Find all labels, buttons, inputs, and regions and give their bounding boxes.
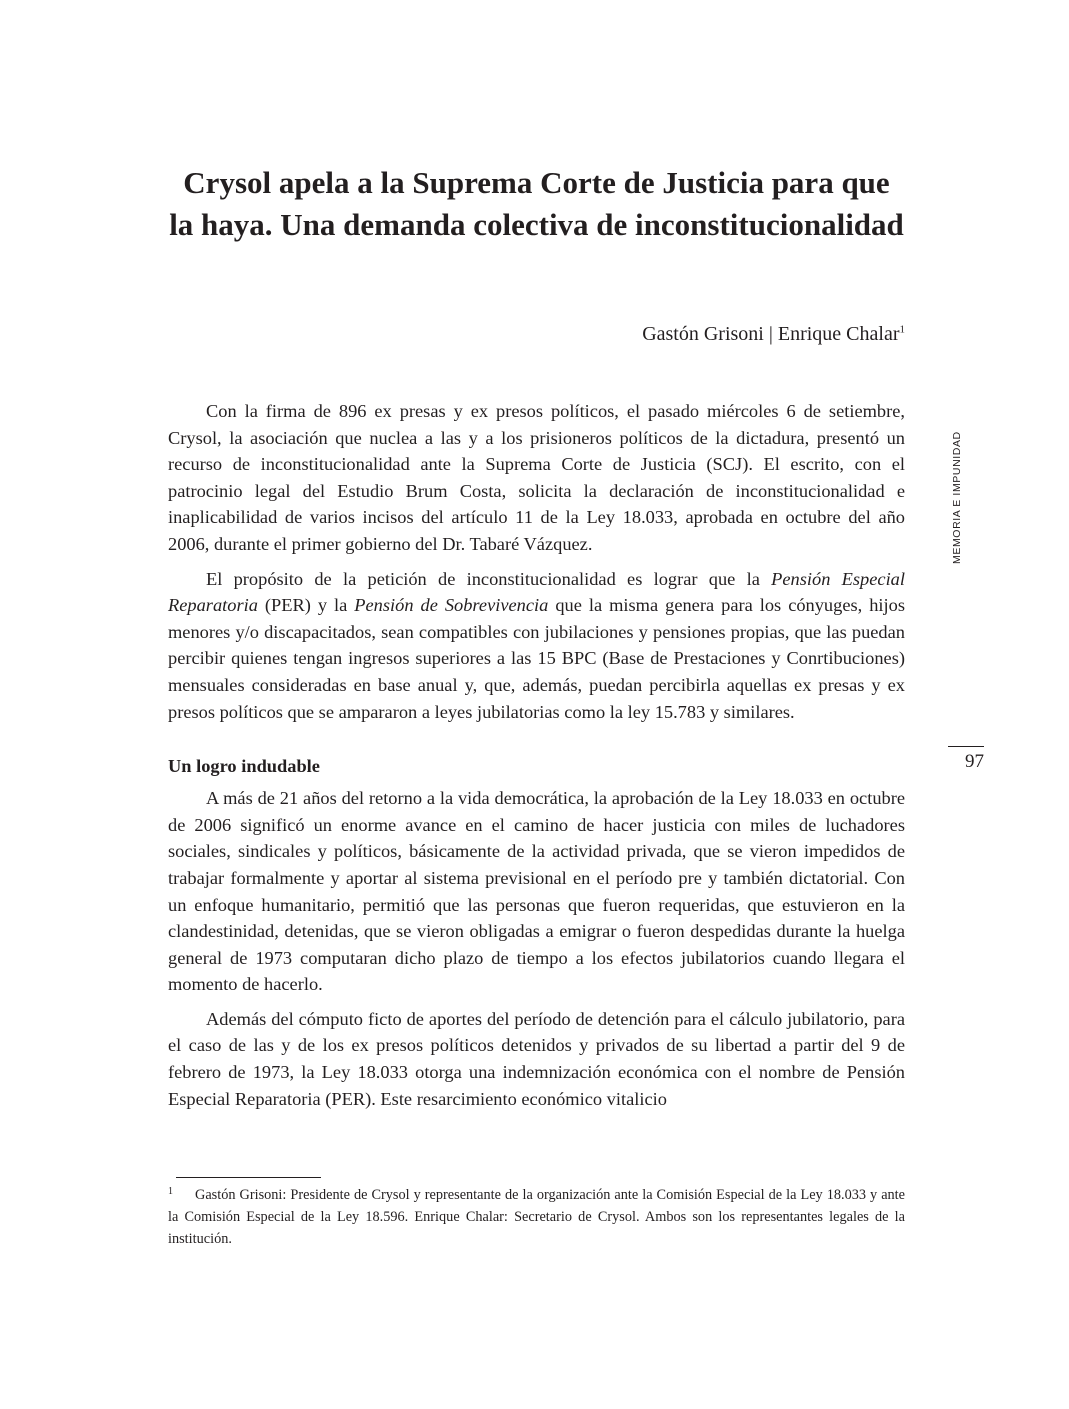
article-authors xyxy=(642,321,905,347)
footnote xyxy=(168,1184,905,1250)
page-number: 97 xyxy=(965,751,984,772)
paragraph-2-part-b: (PER) y la xyxy=(257,595,355,616)
paragraph-1: Con la firma de 896 ex presas y ex presos políticos, el pasado miércoles 6 de setiembre, Crysol, la asociación que nuclea a las y a los prisioneros políticos de la dictadura, presentó un recurso de inconstitucionalidad ante la Suprema Corte de Justicia (SCJ). El escrito, con el patrocinio legal del Estudio Brum Costa, solicita la declaración de inconstitucionalidad e inaplicabilidad de varios incisos del artículo 11 de la Ley 18.033, aprobada en octubre del año 2006, durante el primer gobierno del Dr. Tabaré Vázquez. xyxy=(168,401,905,554)
paragraph-2-part-c: que la misma genera para los cónyuges, hijos menores y/o discapacitados, sean compatibles con jubilaciones y pensiones propias, que las puedan percibir quienes tengan ingresos superiores a las 15 BPC (Base de Prestaciones y Conrtibuciones) mensuales consideradas en base anual y, que, además, puedan percibirla aquellas ex presas y ex presos políticos que se ampararon a leyes jubilatorias como la ley 15.783 y similares. xyxy=(168,595,905,722)
footnote-mark: 1 xyxy=(168,1186,173,1197)
footnote-separator xyxy=(176,1177,321,1178)
emphasis-pension-sobrevivencia: Pensión de Sobrevivencia xyxy=(354,595,549,616)
authors-text: Gastón Grisoni | Enrique Chalar xyxy=(642,323,900,345)
paragraph-2-part-a: El propósito de la petición de inconstitucionalidad es lograr que la xyxy=(206,568,772,589)
paragraph-4: Además del cómputo ficto de aportes del período de detención para el cálculo jubilatorio, para el caso de las y de los ex presos políticos detenidos y privados de su libertad a partir del 9 de febrero de 1973, la Ley 18.033 otorga una indemnización económica con el nombre de Pensión Especial Reparatoria (PER). Este resarcimiento económico vitalicio xyxy=(168,1008,905,1109)
emphasis-pension-especial: Pensión Especial Reparatoria xyxy=(168,568,905,616)
footnote-text: Gastón Grisoni: Presidente de Crysol y representante de la organización ante la Comisión Especial de la Ley 18.033 y ante la Comisión Especial de la Ley 18.596. Enrique Chalar: Secretario de Crysol. Ambos son los representantes legales de la institución. xyxy=(168,1187,905,1247)
section-side-label: MEMORIA E IMPUNIDAD xyxy=(951,431,963,564)
article-body xyxy=(168,398,905,1120)
section-heading: Un logro indudable xyxy=(168,756,320,777)
paragraph-3: A más de 21 años del retorno a la vida democrática, la aprobación de la Ley 18.033 en octubre de 2006 significó un enorme avance en el camino de hacer justicia con miles de luchadores sociales, sindicales y políticos, básicamente de la actividad privada, que se vieron impedidos de trabajar formalmente y aportar al sistema previsional en el período pre y también dictatorial. Con un enfoque humanitario, permitió que las personas que fueron requeridas, que estuvieron en la clandestinidad, detenidas, que se vieron obligadas a emigrar o fueron despedidas durante la huelga general de 1973 computaran dicho plazo de tiempo a los efectos jubilatorios cuando llegara el momento de hacerlo. xyxy=(168,788,905,995)
footnote-reference: 1 xyxy=(899,323,905,336)
article-title: Crysol apela a la Suprema Corte de Justicia para que la haya. Una demanda colectiva de inconstitucionalidad xyxy=(169,165,904,242)
paragraph-2 xyxy=(168,566,905,726)
page-number-rule xyxy=(948,746,984,747)
